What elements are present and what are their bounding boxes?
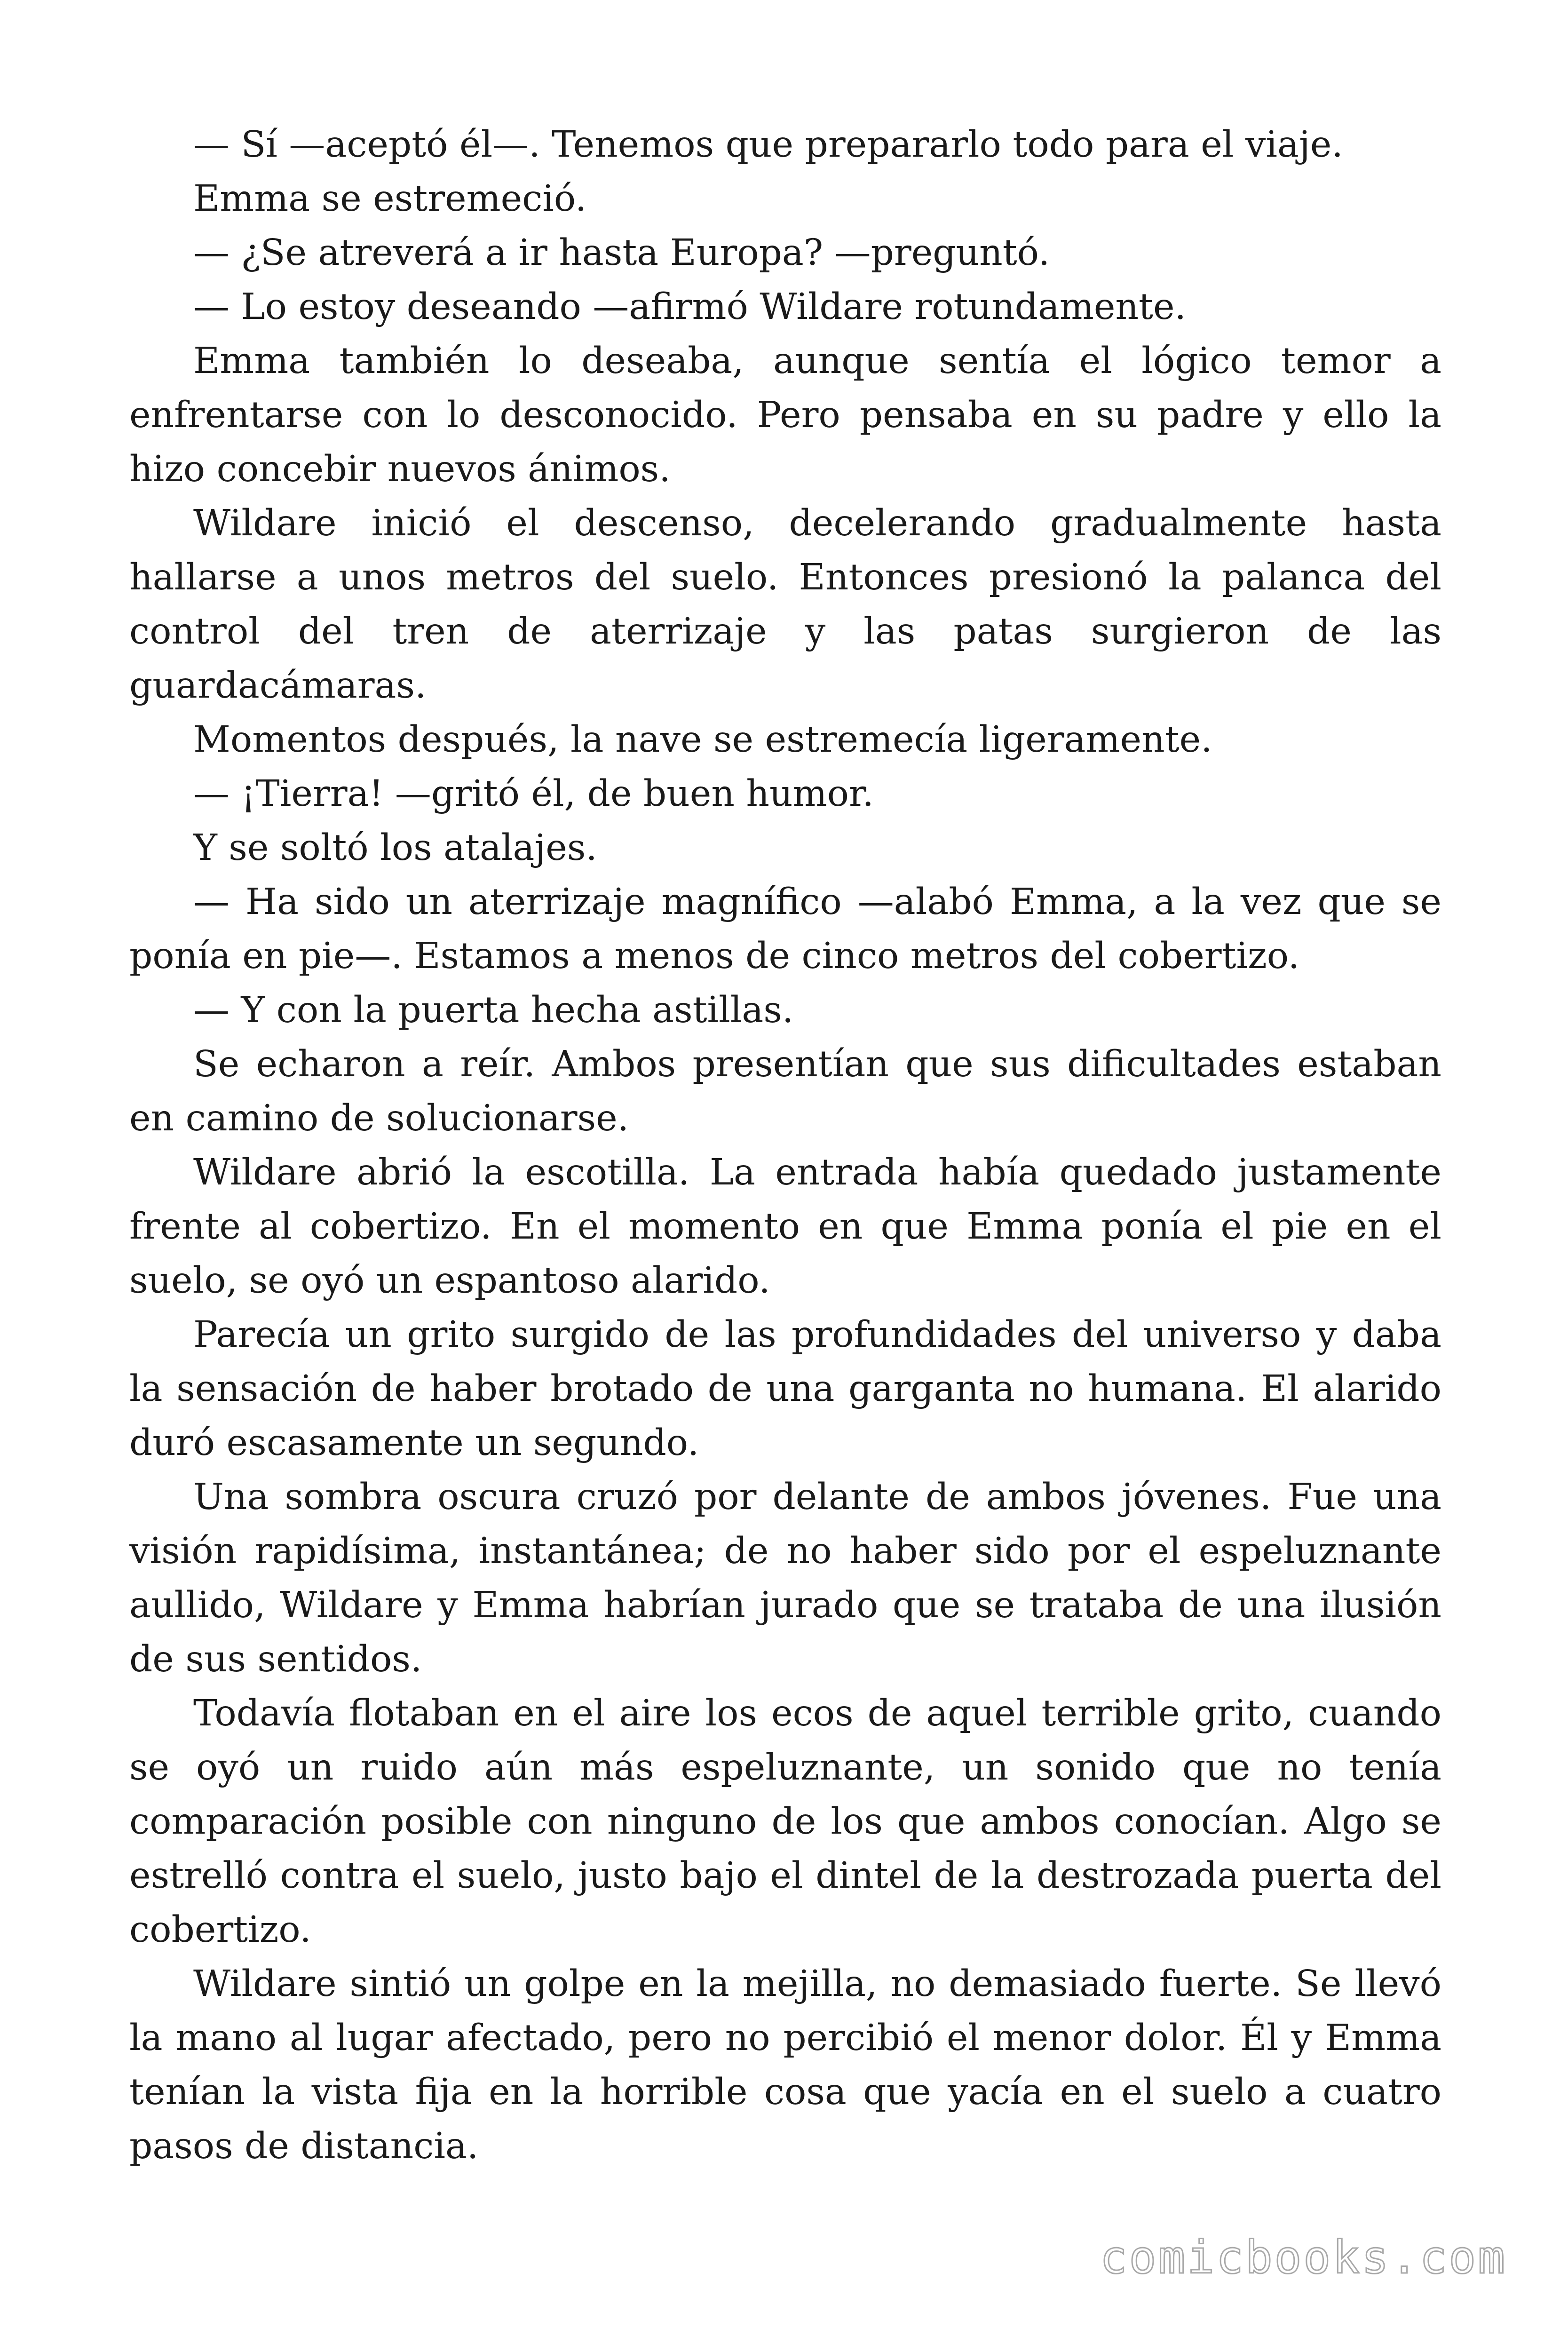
paragraph: Emma se estremeció. xyxy=(193,178,587,220)
paragraph: Una sombra oscura cruzó por delante de ambos jóvenes. Fue una visión rapidísima, instantánea; de no haber sido por el espeluznante aullido, Wildare y Emma habrían jurado que se trataba de una ilusión de sus sentidos. xyxy=(129,1476,1441,1680)
paragraph: Emma también lo deseaba, aunque sentía el lógico temor a enfrentarse con lo desconocido. Pero pensaba en su padre y ello la hizo concebir nuevos ánimos. xyxy=(129,340,1441,490)
paragraph: Todavía flotaban en el aire los ecos de aquel terrible grito, cuando se oyó un ruido aún más espeluznante, un sonido que no tenía comparación posible con ninguno de los que ambos conocían. Algo se estrelló contra el suelo, justo bajo el dintel de la destrozada puerta del cobertizo. xyxy=(129,1692,1441,1951)
paragraph: Parecía un grito surgido de las profundidades del universo y daba la sensación de haber brotado de una garganta no humana. El alarido duró escasamente un segundo. xyxy=(129,1314,1441,1464)
body-text xyxy=(129,118,1441,2173)
paragraph: — ¡Tierra! —gritó él, de buen humor. xyxy=(193,773,874,815)
paragraph: Y se soltó los atalajes. xyxy=(193,827,597,869)
watermark: comicbooks.com xyxy=(1100,2231,1507,2284)
paragraph: — Y con la puerta hecha astillas. xyxy=(193,989,794,1031)
paragraph: Wildare inició el descenso, decelerando gradualmente hasta hallarse a unos metros del suelo. Entonces presionó la palanca del control del tren de aterrizaje y las patas surgieron de las guardacámaras. xyxy=(129,502,1441,707)
paragraph: — ¿Se atreverá a ir hasta Europa? —preguntó. xyxy=(193,232,1050,274)
paragraph: — Lo estoy deseando —afirmó Wildare rotundamente. xyxy=(193,286,1187,328)
paragraph: — Ha sido un aterrizaje magnífico —alabó Emma, a la vez que se ponía en pie—. Estamos a menos de cinco metros del cobertizo. xyxy=(129,881,1441,977)
paragraph: Wildare abrió la escotilla. La entrada había quedado justamente frente al cobertizo. En el momento en que Emma ponía el pie en el suelo, se oyó un espantoso alarido. xyxy=(129,1152,1441,1302)
paragraph: — Sí —aceptó él—. Tenemos que prepararlo todo para el viaje. xyxy=(193,124,1343,166)
paragraph: Momentos después, la nave se estremecía ligeramente. xyxy=(193,719,1212,761)
paragraph: Wildare sintió un golpe en la mejilla, no demasiado fuerte. Se llevó la mano al lugar afectado, pero no percibió el menor dolor. Él y Emma tenían la vista fija en la horrible cosa que yacía en el suelo a cuatro pasos de distancia. xyxy=(129,1963,1441,2167)
paragraph: Se echaron a reír. Ambos presentían que sus dificultades estaban en camino de solucionarse. xyxy=(129,1043,1441,1139)
